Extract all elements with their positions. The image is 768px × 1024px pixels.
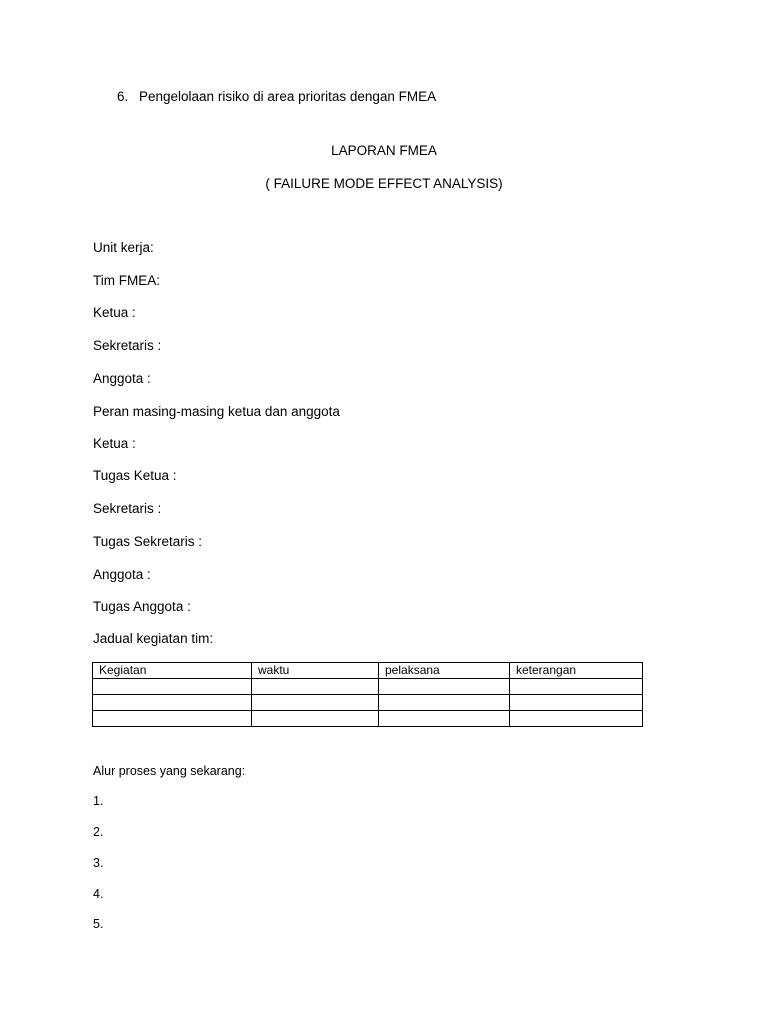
field-tim-fmea: Tim FMEA:: [93, 273, 160, 288]
field-tugas-ketua: Tugas Ketua :: [93, 468, 177, 483]
process-item: 2.: [93, 825, 104, 839]
table-row: [93, 679, 643, 695]
field-anggota: Anggota :: [93, 371, 151, 386]
table-cell: [252, 695, 379, 711]
field-ketua: Ketua :: [93, 305, 136, 320]
process-item: 5.: [93, 917, 104, 931]
table-header-waktu: waktu: [252, 663, 379, 679]
section-number: 6.: [117, 89, 129, 104]
table-header-kegiatan: Kegiatan: [93, 663, 252, 679]
schedule-table: [92, 662, 643, 727]
table-cell: [93, 695, 252, 711]
field-tugas-anggota: Tugas Anggota :: [93, 599, 191, 614]
process-item: 4.: [93, 887, 104, 901]
field-tugas-sekretaris: Tugas Sekretaris :: [93, 534, 203, 549]
table-cell: [252, 711, 379, 727]
table-cell: [379, 711, 510, 727]
report-subtitle: ( FAILURE MODE EFFECT ANALYSIS): [265, 176, 503, 191]
table-row: [93, 711, 643, 727]
table-header-pelaksana: pelaksana: [379, 663, 510, 679]
process-title: Alur proses yang sekarang:: [93, 764, 246, 778]
table-cell: [510, 711, 643, 727]
field-unit-kerja: Unit kerja:: [93, 240, 154, 255]
table-cell: [379, 695, 510, 711]
table-cell: [510, 695, 643, 711]
field-ketua-role: Ketua :: [93, 436, 136, 451]
field-anggota-role: Anggota :: [93, 567, 151, 582]
table-header-row: [93, 663, 643, 679]
field-jadual: Jadual kegiatan tim:: [93, 631, 214, 646]
section-heading: [117, 89, 436, 105]
field-sekretaris-role: Sekretaris :: [93, 501, 162, 516]
table-cell: [252, 679, 379, 695]
field-peran: Peran masing-masing ketua dan anggota: [93, 404, 340, 419]
table-row: [93, 695, 643, 711]
field-sekretaris: Sekretaris :: [93, 338, 162, 353]
section-title: Pengelolaan risiko di area prioritas dengan FMEA: [139, 89, 437, 104]
table-header-keterangan: keterangan: [510, 663, 643, 679]
report-title: LAPORAN FMEA: [331, 143, 437, 158]
process-item: 3.: [93, 856, 104, 870]
table-cell: [93, 679, 252, 695]
table-cell: [93, 711, 252, 727]
table-cell: [510, 679, 643, 695]
table-cell: [379, 679, 510, 695]
process-item: 1.: [93, 794, 104, 808]
